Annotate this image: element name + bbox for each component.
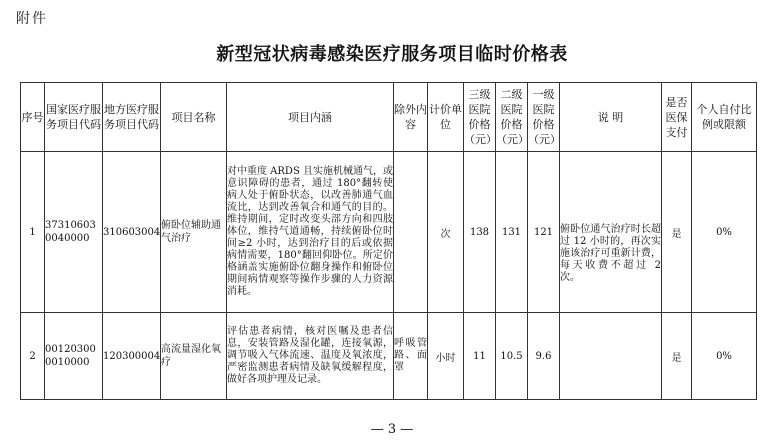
row-local-code: 310603004 [103, 152, 161, 313]
header-exclusions: 除外内容 [394, 83, 428, 152]
row-national-code: 373106030040000 [45, 152, 103, 313]
row-remarks-text: 俯卧位通气治疗时长超过 12 小时的，再次实施该治疗可重新计费，每天收费不超过 2 次。 [560, 224, 661, 283]
header-price-level3: 三级医院价格（元） [464, 83, 496, 152]
header-content: 项目内涵 [227, 83, 394, 152]
row-price-level1: 121 [528, 152, 560, 313]
row-exclusions: 呼吸管路、面罩 [394, 313, 428, 400]
page-number: — 3 — [370, 422, 414, 437]
table-row [21, 313, 757, 400]
row-self-pay: 0% [692, 152, 757, 313]
row-remarks [560, 152, 662, 313]
row-content: 评估患者病情，核对医嘱及患者信息，安装管路及湿化罐，连接氧源，调节吸入气体流速、温度及氧浓度，严密监测患者病情及缺氧缓解程度，做好各项护理及记录。 [227, 313, 394, 400]
row-content: 对中重度 ARDS 且实施机械通气，或意识障碍的患者，通过 180°翻转使病人处于俯卧状态，以改善肺通气血流比，达到改善氧合和通气的目的。维持期间，定时改变头部方向和四肢体位，维持气道通畅，持续俯卧位时间≥2 小时，达到治疗目的后或依据病情需要，180°翻回仰卧位。所定价格涵盖实施俯卧位翻身操作和俯卧位期间病情观察等操作步骤的人力资源消耗。 [227, 152, 394, 313]
row-price-level1: 9.6 [528, 313, 560, 400]
price-table [20, 82, 757, 400]
header-unit: 计价单位 [428, 83, 464, 152]
row-seq: 2 [21, 313, 45, 400]
header-remarks: 说 明 [560, 83, 662, 152]
row-price-level2: 131 [496, 152, 528, 313]
row-seq: 1 [21, 152, 45, 313]
row-price-level3: 11 [464, 313, 496, 400]
row-item-name: 高流量湿化氧疗 [161, 313, 227, 400]
row-unit: 小时 [428, 313, 464, 400]
attachment-label: 附件 [16, 11, 48, 27]
row-item-name: 俯卧位辅助通气治疗 [161, 152, 227, 313]
table-header-row [21, 83, 757, 152]
row-unit: 次 [428, 152, 464, 313]
header-item-name: 项目名称 [161, 83, 227, 152]
table-row [21, 152, 757, 313]
page-title: 新型冠状病毒感染医疗服务项目临时价格表 [216, 44, 568, 65]
row-local-code: 120300004 [103, 313, 161, 400]
row-insurance: 是 [662, 313, 692, 400]
header-price-level2: 二级医院价格（元） [496, 83, 528, 152]
row-exclusions [394, 152, 428, 313]
row-insurance: 是 [662, 152, 692, 313]
row-price-level2: 10.5 [496, 313, 528, 400]
header-local-code: 地方医疗服务项目代码 [103, 83, 161, 152]
header-seq: 序号 [21, 83, 45, 152]
header-price-level1: 一级医院价格（元） [528, 83, 560, 152]
row-national-code: 001203000010000 [45, 313, 103, 400]
header-national-code: 国家医疗服务项目代码 [45, 83, 103, 152]
header-insurance: 是否医保支付 [662, 83, 692, 152]
row-price-level3: 138 [464, 152, 496, 313]
row-remarks [560, 313, 662, 400]
row-self-pay: 0% [692, 313, 757, 400]
header-self-pay: 个人自付比例或限额 [692, 83, 757, 152]
